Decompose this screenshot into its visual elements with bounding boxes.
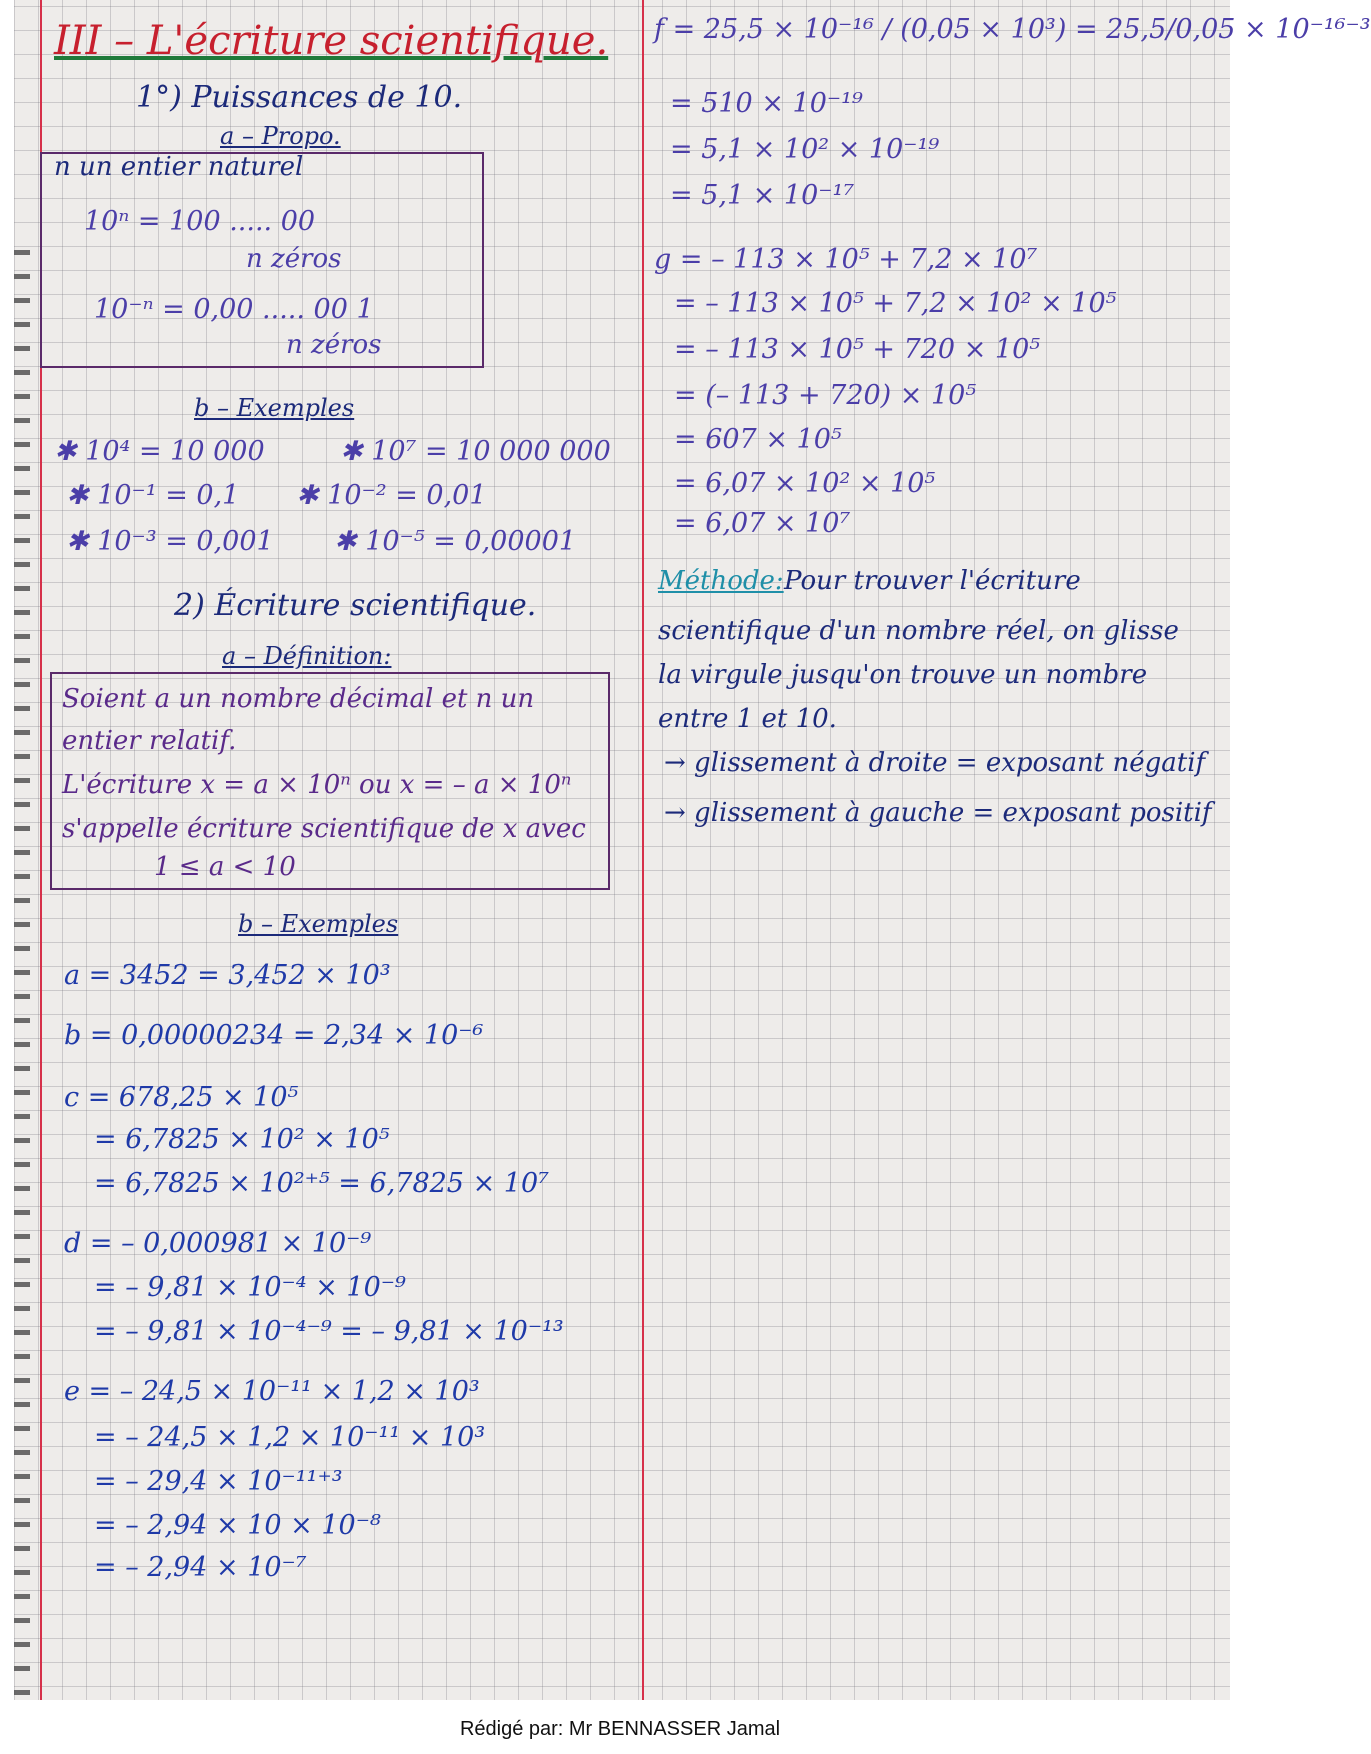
method-line-3: la virgule jusqu'on trouve un nombre bbox=[658, 660, 1148, 690]
center-margin-line bbox=[642, 0, 644, 1700]
definition-line-5: 1 ≤ a < 10 bbox=[154, 852, 296, 882]
powers-heading: 1°) Puissances de 10. bbox=[136, 80, 463, 115]
author-footer: Rédigé par: Mr BENNASSER Jamal bbox=[459, 1718, 781, 1740]
prop-zeros2: n zéros bbox=[286, 330, 382, 360]
section-title: III – L'écriture scientifique. bbox=[54, 18, 609, 64]
example-b: b = 0,00000234 = 2,34 × 10⁻⁶ bbox=[64, 1020, 484, 1051]
example-d: d = – 0,000981 × 10⁻⁹ bbox=[64, 1228, 372, 1259]
example-e2: = – 24,5 × 1,2 × 10⁻¹¹ × 10³ bbox=[94, 1422, 486, 1453]
method-label: Méthode: bbox=[658, 566, 784, 596]
example-c3: = 6,7825 × 10²⁺⁵ = 6,7825 × 10⁷ bbox=[94, 1168, 549, 1199]
example-1: ✱ 10⁴ = 10 000 bbox=[54, 436, 265, 467]
example-e3: = – 29,4 × 10⁻¹¹⁺³ bbox=[94, 1466, 343, 1497]
f-line-2: = 510 × 10⁻¹⁹ bbox=[670, 88, 863, 119]
definition-heading: a – Définition: bbox=[222, 642, 392, 670]
example-3: ✱ 10⁻¹ = 0,1 bbox=[66, 480, 240, 511]
example-2: ✱ 10⁷ = 10 000 000 bbox=[340, 436, 611, 467]
definition-line-1: Soient a un nombre décimal et n un bbox=[62, 684, 535, 714]
example-d3: = – 9,81 × 10⁻⁴⁻⁹ = – 9,81 × 10⁻¹³ bbox=[94, 1316, 564, 1347]
g-line-7: = 6,07 × 10⁷ bbox=[674, 508, 851, 539]
spiral-binding bbox=[14, 250, 30, 1700]
prop-zeros1: n zéros bbox=[246, 244, 342, 274]
prop-eq2: 10⁻ⁿ = 0,00 ..... 00 1 bbox=[94, 294, 374, 325]
example-e4: = – 2,94 × 10 × 10⁻⁸ bbox=[94, 1510, 381, 1541]
definition-line-2: entier relatif. bbox=[62, 726, 237, 756]
notebook-page bbox=[14, 0, 1371, 1700]
g-line-4: = (– 113 + 720) × 10⁵ bbox=[674, 380, 977, 411]
definition-line-4: s'appelle écriture scientifique de x avec bbox=[62, 814, 586, 844]
rule-right: → glissement à droite = exposant négatif bbox=[664, 748, 1206, 778]
prop-heading: a – Propo. bbox=[220, 122, 341, 150]
g-line-1: g = – 113 × 10⁵ + 7,2 × 10⁷ bbox=[654, 244, 1038, 275]
g-line-3: = – 113 × 10⁵ + 720 × 10⁵ bbox=[674, 334, 1041, 365]
prop-eq1: 10ⁿ = 100 ..... 00 bbox=[84, 206, 316, 237]
examples-heading: b – Exemples bbox=[194, 394, 355, 422]
g-line-2: = – 113 × 10⁵ + 7,2 × 10² × 10⁵ bbox=[674, 288, 1117, 319]
method-line-4: entre 1 et 10. bbox=[658, 704, 837, 734]
example-e5: = – 2,94 × 10⁻⁷ bbox=[94, 1552, 307, 1583]
rule-left: → glissement à gauche = exposant positif bbox=[664, 798, 1212, 828]
example-5: ✱ 10⁻³ = 0,001 bbox=[66, 526, 274, 557]
f-line-4: = 5,1 × 10⁻¹⁷ bbox=[670, 180, 855, 211]
example-a: a = 3452 = 3,452 × 10³ bbox=[64, 960, 391, 991]
f-line-1: f = 25,5 × 10⁻¹⁶ / (0,05 × 10³) = 25,5/0,05 × 10⁻¹⁶⁻³ bbox=[654, 14, 1371, 45]
method-line-2: scientifique d'un nombre réel, on glisse bbox=[658, 616, 1179, 646]
example-e: e = – 24,5 × 10⁻¹¹ × 1,2 × 10³ bbox=[64, 1376, 480, 1407]
scientific-heading: 2) Écriture scientifique. bbox=[174, 588, 537, 623]
example-c2: = 6,7825 × 10² × 10⁵ bbox=[94, 1124, 390, 1155]
example-4: ✱ 10⁻² = 0,01 bbox=[296, 480, 487, 511]
g-line-6: = 6,07 × 10² × 10⁵ bbox=[674, 468, 936, 499]
f-line-3: = 5,1 × 10² × 10⁻¹⁹ bbox=[670, 134, 940, 165]
g-line-5: = 607 × 10⁵ bbox=[674, 424, 842, 455]
examples2-heading: b – Exemples bbox=[238, 910, 399, 938]
example-d2: = – 9,81 × 10⁻⁴ × 10⁻⁹ bbox=[94, 1272, 406, 1303]
prop-line: n un entier naturel bbox=[54, 152, 304, 182]
method-line-1: Pour trouver l'écriture bbox=[784, 566, 1081, 596]
definition-line-3: L'écriture x = a × 10ⁿ ou x = – a × 10ⁿ bbox=[62, 770, 572, 800]
example-6: ✱ 10⁻⁵ = 0,00001 bbox=[334, 526, 577, 557]
example-c: c = 678,25 × 10⁵ bbox=[64, 1082, 299, 1113]
